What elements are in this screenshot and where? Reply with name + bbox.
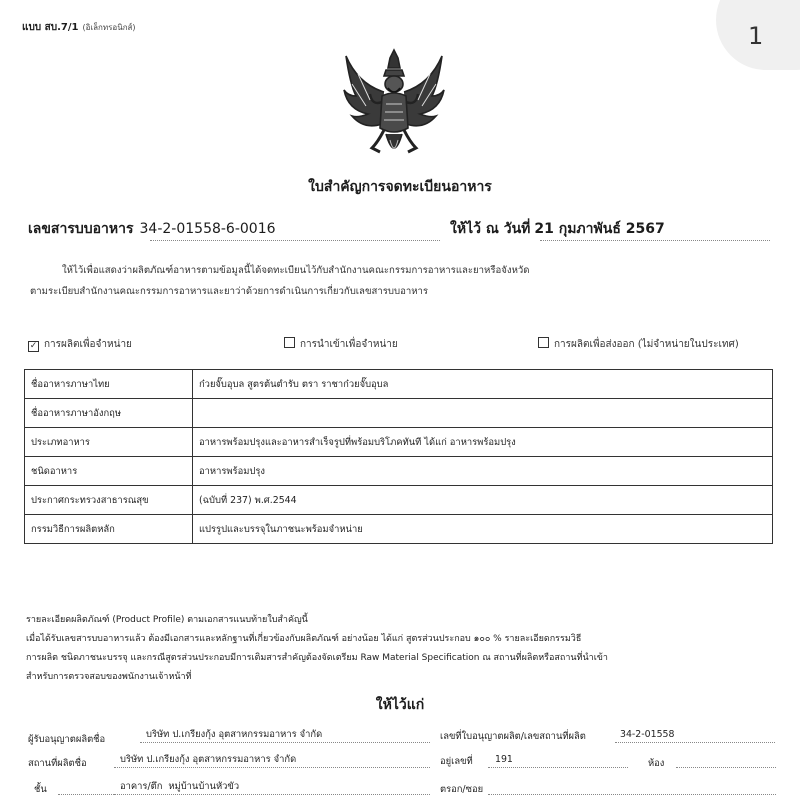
license-number-value: 34-2-01558 (620, 729, 675, 740)
table-row (25, 370, 773, 399)
checkbox-export-label: การผลิตเพื่อส่งออก (ไม่จำหน่ายในประเทศ) (554, 339, 739, 350)
table-value (193, 399, 773, 428)
table-label: ประกาศกระทรวงสาธารณสุข (25, 486, 193, 515)
checkbox-manufacture-for-sale[interactable] (28, 337, 132, 352)
address-value: 191 (495, 754, 513, 765)
room-label: ห้อง (648, 758, 665, 769)
form-code (22, 20, 136, 35)
table-row (25, 457, 773, 486)
document-title: ใบสำคัญการจดทะเบียนอาหาร (308, 179, 492, 195)
table-value: อาหารพร้อมปรุง (193, 457, 773, 486)
site-label: สถานที่ผลิตชื่อ (28, 758, 87, 769)
floor-label: ชั้น (34, 784, 47, 795)
table-value: (ฉบับที่ 237) พ.ศ.2544 (193, 486, 773, 515)
table-label: ชื่ออาหารภาษาไทย (25, 370, 193, 399)
checkbox-import-for-sale[interactable] (284, 337, 398, 352)
table-label: ชื่ออาหารภาษาอังกฤษ (25, 399, 193, 428)
checkbox-import-label: การนำเข้าเพื่อจำหน่าย (300, 339, 398, 350)
details-line-2: เมื่อได้รับเลขสารบบอาหารแล้ว ต้องมีเอกสารและหลักฐานที่เกี่ยวข้องกับผลิตภัณฑ์ อย่างน้อย ได้แก่ สูตรส่วนประกอบ ๑๐๐ % รายละเอียดกรรมวิธี (26, 634, 582, 644)
checkbox-manufacture-label: การผลิตเพื่อจำหน่าย (44, 339, 132, 350)
food-info-table (24, 369, 773, 544)
issue-date-row (450, 218, 665, 240)
registration-number-value: 34-2-01558-6-0016 (139, 221, 276, 237)
table-value: ก๋วยจั๊บอุบล สูตรต้นตำรับ ตรา ราชาก๋วยจั๊บอุบล (193, 370, 773, 399)
table-value: อาหารพร้อมปรุงและอาหารสำเร็จรูปที่พร้อมบริโภคทันที ได้แก่ อาหารพร้อมปรุง (193, 428, 773, 457)
checkbox-manufacture-for-export[interactable] (538, 337, 739, 352)
issue-date-label: ให้ไว้ ณ วันที่ (450, 221, 531, 237)
table-label: ประเภทอาหาร (25, 428, 193, 457)
page-number: 1 (748, 22, 764, 50)
registration-number-label: เลขสารบบอาหาร (28, 221, 134, 237)
checkbox-empty-icon (284, 337, 295, 348)
address-label: อยู่เลขที่ (440, 756, 473, 767)
table-label: ชนิดอาหาร (25, 457, 193, 486)
building-label (120, 779, 239, 794)
building-label-text: อาคาร/ตึก (120, 781, 163, 792)
details-line-3: การผลิต ชนิดภาชนะบรรจุ และกรณีสูตรส่วนประกอบมีการเติมสารสำคัญต้องจัดเตรียม Raw Material Specification ณ สถานที่ผลิตหรือสถานที่นำเข้า (26, 653, 608, 663)
license-number-label: เลขที่ใบอนุญาตผลิต/เลขสถานที่ผลิต (440, 731, 586, 742)
table-row (25, 486, 773, 515)
form-code-note: (อิเล็กทรอนิกส์) (82, 23, 136, 32)
registration-number-row (28, 218, 276, 240)
building-value: หมู่บ้านบ้านหัวขัว (168, 781, 240, 792)
issue-date-value: 21 กุมภาพันธ์ 2567 (534, 221, 665, 237)
table-value: แปรรูปและบรรจุในภาชนะพร้อมจำหน่าย (193, 515, 773, 544)
table-label: กรรมวิธีการผลิตหลัก (25, 515, 193, 544)
licensee-value: บริษัท ป.เกรียงกุ้ง อุตสาหกรรมอาหาร จำกัด (146, 729, 323, 740)
table-row (25, 399, 773, 428)
details-line-1: รายละเอียดผลิตภัณฑ์ (Product Profile) ตามเอกสารแนบท้ายใบสำคัญนี้ (26, 615, 308, 625)
form-code-text: แบบ สบ.7/1 (22, 22, 79, 33)
table-row (25, 515, 773, 544)
alley-label: ตรอก/ซอย (440, 784, 484, 795)
checkbox-empty-icon (538, 337, 549, 348)
intro-line-2: ตามระเบียบสำนักงานคณะกรรมการอาหารและยาว่าด้วยการดำเนินการเกี่ยวกับเลขสารบบอาหาร (30, 286, 429, 297)
intro-line-1: ให้ไว้เพื่อแสดงว่าผลิตภัณฑ์อาหารตามข้อมูลนี้ได้จดทะเบียนไว้กับสำนักงานคณะกรรมการอาหารและยาหรือจังหวัด (62, 265, 530, 276)
garuda-emblem-icon (338, 44, 450, 166)
checkbox-checked-icon: ✓ (29, 341, 38, 351)
table-row (25, 428, 773, 457)
licensee-label: ผู้รับอนุญาตผลิตชื่อ (28, 734, 106, 745)
given-to-heading: ให้ไว้แก่ (375, 697, 425, 713)
site-value: บริษัท ป.เกรียงกุ้ง อุตสาหกรรมอาหาร จำกัด (120, 754, 297, 765)
details-line-4: สำหรับการตรวจสอบของพนักงานเจ้าหน้าที่ (26, 672, 192, 682)
